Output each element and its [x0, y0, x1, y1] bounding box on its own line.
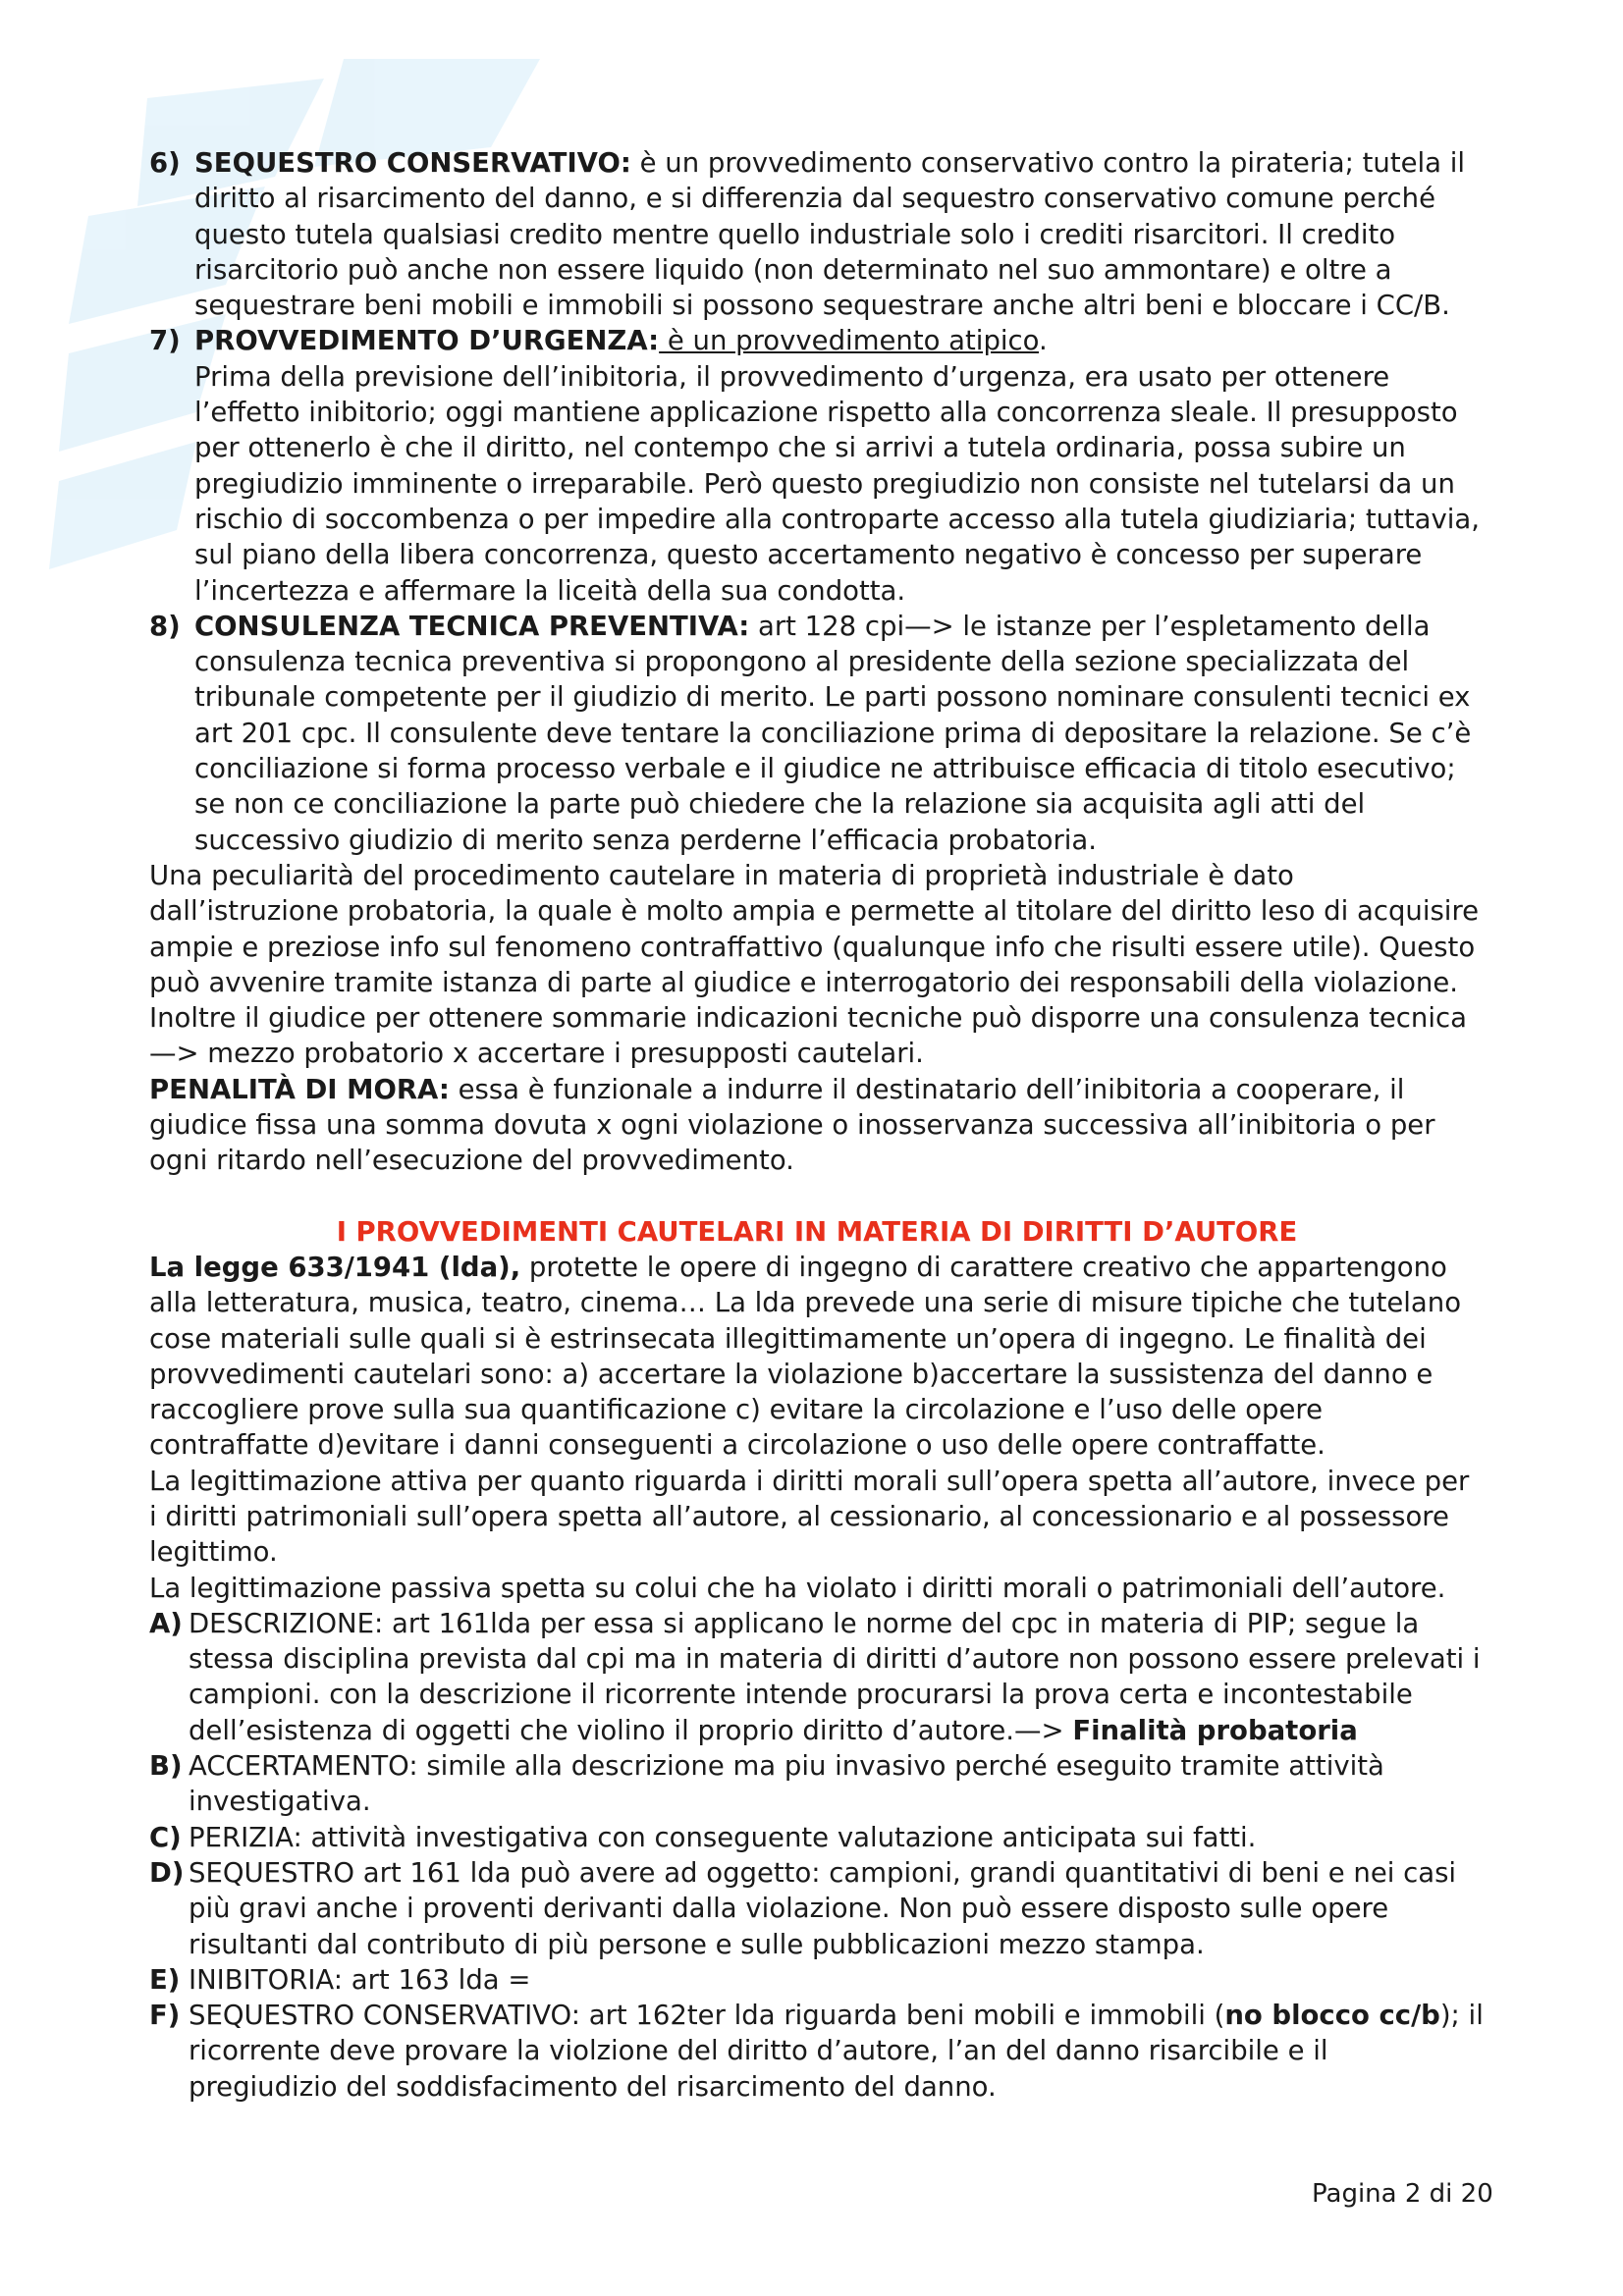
- item-text: SEQUESTRO art 161 lda può avere ad oggetto: campioni, grandi quantitativi di beni e nei casi più gravi anche i proventi derivanti dalla violazione. Non può essere disposto sulle opere risultanti dal contributo di più persone e sulle pubblicazioni mezzo stampa.: [189, 1856, 1457, 1960]
- item-letter: F): [149, 2000, 181, 2032]
- list-item-7: [149, 323, 1485, 608]
- item-text: INIBITORIA: art 163 lda =: [189, 1963, 531, 1996]
- document-page: [149, 145, 1485, 2105]
- list-item-8: [149, 609, 1485, 858]
- list-item-e: [149, 1962, 1485, 1998]
- item-text-after: ); il ricorrente deve provare la violzione del diritto d’autore, l’an del danno risarcibile e il pregiudizio del soddisfacimento del risarcimento del danno.: [189, 2000, 1484, 2103]
- item-text: è un provvedimento conservativo contro la pirateria; tutela il diritto al risarcimento del danno, e si differenzia dal sequestro conservativo comune perché questo tutela qualsiasi credito mentre quello industriale solo i crediti risarcitori. Il credito risarcitorio può anche non essere liquido (non determinato nel suo ammontare) e oltre a sequestrare beni mobili e immobili si possono sequestrare anche altri beni e bloccare i CC/B.: [194, 147, 1466, 322]
- item-letter: B): [149, 1750, 183, 1783]
- list-item-f: [149, 1998, 1485, 2105]
- list-item-d: [149, 1855, 1485, 1962]
- item-title: CONSULENZA TECNICA PREVENTIVA:: [194, 610, 750, 642]
- legge-bold: La legge 633/1941 (lda),: [149, 1251, 521, 1283]
- list-item-b: [149, 1748, 1485, 1820]
- item-text: art 128 cpi—> le istanze per l’espletamento della consulenza tecnica preventiva si propongono al presidente della sezione specializzata del tribunale competente per il giudizio di merito. Le parti possono nominare consulenti tecnici ex art 201 cpc. Il consulente deve tentare la conciliazione prima di depositare la relazione. Se c’è conciliazione si forma processo verbale e il giudice ne attribuisce efficacia di titolo esecutivo; se non ce conciliazione la parte può chiedere che la relazione sia acquisita agli atti del successivo giudizio di merito senza perderne l’efficacia probatoria.: [194, 610, 1472, 856]
- section-heading: I PROVVEDIMENTI CAUTELARI IN MATERIA DI DIRITTI D’AUTORE: [336, 1215, 1298, 1248]
- item-text: SEQUESTRO CONSERVATIVO: art 162ter lda riguarda beni mobili e immobili (: [189, 2000, 1225, 2032]
- item-letter: E): [149, 1963, 181, 1996]
- item-number: 6): [149, 147, 181, 179]
- legge-text: protette le opere di ingegno di carattere creativo che appartengono alla letteratura, musica, teatro, cinema… La lda prevede una serie di misure tipiche che tutelano cose materiali sulle quali si è estrinsecata illegittimamente un’opera di ingegno. Le finalità dei provvedimenti cautelari sono: a) accertare la violazione b)accertare la sussistenza del danno e raccogliere prove sulla sua quantificazione c) evitare la circolazione e l’uso delle opere contraffatte d)evitare i danni conseguenti a circolazione o uso delle opere contraffatte.: [149, 1251, 1462, 1462]
- list-item-a: [149, 1606, 1485, 1748]
- item-title: SEQUESTRO CONSERVATIVO:: [194, 147, 631, 179]
- paragraph-penalita: [149, 1072, 1485, 1179]
- paragraph-legittimazione-attiva: La legittimazione attiva per quanto riguarda i diritti morali sull’opera spetta all’autore, invece per i diritti patrimoniali sull’opera spetta all’autore, al cessionario, al concessionario e al possessore legittimo.: [149, 1465, 1470, 1569]
- item-text: DESCRIZIONE: art 161lda per essa si applicano le norme del cpc in materia di PIP; segue la stessa disciplina prevista dal cpi ma in materia di diritti d’autore non possono essere prelevati i campioni. con la descrizione il ricorrente intende procurarsi la prova certa e incontestabile dell’esistenza di oggetti che violino il proprio diritto d’autore.—>: [189, 1607, 1481, 1746]
- item-underlined-text: è un provvedimento atipico: [659, 325, 1040, 357]
- item-text: ACCERTAMENTO: simile alla descrizione ma piu invasivo perché eseguito tramite attività investigativa.: [189, 1750, 1384, 1818]
- item-number: 7): [149, 325, 181, 357]
- item-number: 8): [149, 610, 181, 642]
- item-letter: D): [149, 1856, 185, 1889]
- penalita-title: PENALITÀ DI MORA:: [149, 1073, 450, 1105]
- paragraph-peculiarita: Una peculiarità del procedimento cautelare in materia di proprietà industriale è dato dall’istruzione probatoria, la quale è molto ampia e permette al titolare del diritto leso di acquisire ampie e preziose info sul fenomeno contraffattivo (qualunque info che risulti essere utile). Questo può avvenire tramite istanza di parte al giudice e interrogatorio dei responsabili della violazione. Inoltre il giudice per ottenere sommarie indicazioni tecniche può disporre una consulenza tecnica—> mezzo probatorio x accertare i presupposti cautelari.: [149, 859, 1480, 1070]
- item-text: Prima della previsione dell’inibitoria, il provvedimento d’urgenza, era usato per ottenere l’effetto inibitorio; oggi mantiene applicazione rispetto alla concorrenza sleale. Il presupposto per ottenerlo è che il diritto, nel contempo che si arrivi a tutela ordinaria, possa subire un pregiudizio imminente o irreparabile. Però questo pregiudizio non consiste nel tutelarsi da un rischio di soccombenza o per impedire alla controparte accesso alla tutela giudiziaria; tuttavia, sul piano della libera concorrenza, questo accertamento negativo è concesso per superare l’incertezza e affermare la liceità della sua condotta.: [194, 360, 1481, 607]
- item-text: PERIZIA: attività investigativa con conseguente valutazione anticipata sui fatti.: [189, 1821, 1257, 1853]
- paragraph-legittimazione-passiva: La legittimazione passiva spetta su colui che ha violato i diritti morali o patrimoniali dell’autore.: [149, 1572, 1446, 1604]
- list-item-c: [149, 1820, 1485, 1855]
- item-bold-tail: Finalità probatoria: [1072, 1714, 1358, 1746]
- penalita-text: essa è funzionale a indurre il destinatario dell’inibitoria a cooperare, il giudice fissa una somma dovuta x ogni violazione o inosservanza successiva all’inibitoria o per ogni ritardo nell’esecuzione del provvedimento.: [149, 1073, 1435, 1177]
- page-footer: Pagina 2 di 20: [1312, 2179, 1493, 2209]
- item-letter: C): [149, 1821, 182, 1853]
- item-punct: .: [1039, 325, 1048, 357]
- list-item-6: [149, 145, 1485, 323]
- paragraph-legge: [149, 1250, 1485, 1464]
- item-letter: A): [149, 1607, 183, 1639]
- item-bold-mid: no blocco cc/b: [1224, 2000, 1440, 2032]
- item-title: PROVVEDIMENTO D’URGENZA:: [194, 325, 660, 357]
